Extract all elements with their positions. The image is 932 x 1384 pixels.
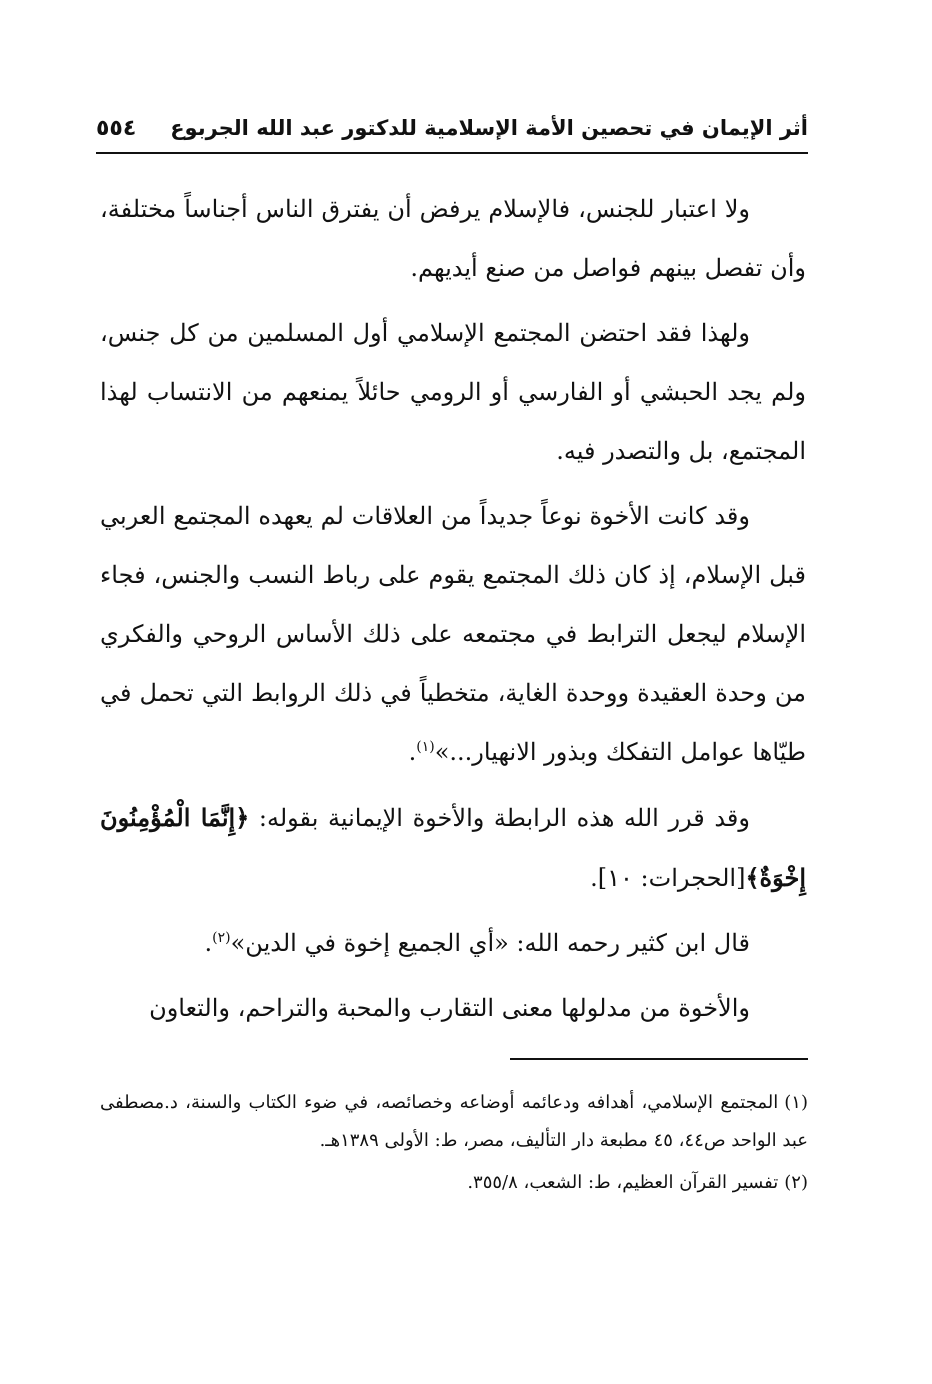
paragraph-6 (100, 979, 806, 1038)
paragraph-3 (100, 487, 806, 782)
paragraph-4 (100, 788, 806, 908)
paragraph-5-text: قال ابن كثير رحمه الله: «أي الجميع إخوة في الدين» (230, 929, 750, 957)
page-number: ٥٥٤ (96, 115, 137, 141)
footnote-1-text: المجتمع الإسلامي، أهدافه ودعائمه أوضاعه وخصائصه، في ضوء الكتاب والسنة، د.مصطفى عبد الواحد ص٤٤، ٤٥ مطبعة دار التأليف، مصر، ط: الأولى ١٣٨٩هـ. (100, 1092, 808, 1151)
quran-verse: ﴿إِنَّمَا الْمُؤْمِنُونَ إِخْوَةٌ﴾ (100, 803, 806, 892)
footnote-2 (100, 1164, 808, 1202)
paragraph-2-text: ولهذا فقد احتضن المجتمع الإسلامي أول المسلمين من كل جنس، ولم يجد الحبشي أو الفارسي أو الرومي حائلاً يمنعهم من الانتساب لهذا المجتمع، بل والتصدر فيه. (100, 319, 806, 465)
header-rule (96, 152, 808, 154)
footnote-1 (100, 1084, 808, 1160)
footnotes (100, 1084, 808, 1206)
verse-citation: [الحجرات: ١٠]. (590, 864, 746, 892)
running-header (96, 108, 808, 148)
footnote-1-number: (١) (784, 1092, 808, 1113)
paragraph-6-text: والأخوة من مدلولها معنى التقارب والمحبة والتراحم، والتعاون (149, 994, 750, 1022)
paragraph-5 (100, 914, 806, 973)
footnote-ref-2[interactable]: (٢) (212, 930, 231, 946)
footnote-separator (510, 1058, 808, 1060)
paragraph-3-text: وقد كانت الأخوة نوعاً جديداً من العلاقات لم يعهده المجتمع العربي قبل الإسلام، إذ كان ذلك المجتمع يقوم على رباط النسب والجنس، فجاء الإسلام ليجعل الترابط في مجتمعه على ذلك الأساس الروحي والفكري من وحدة العقيدة ووحدة الغاية، متخطياً في ذلك الروابط التي تحمل في طيّاها عوامل التفكك وبذور الانهيار...» (100, 502, 806, 766)
paragraph-1-text: ولا اعتبار للجنس، فالإسلام يرفض أن يفترق الناس أجناساً مختلفة، وأن تفصل بينهم فواصل من صنع أيديهم. (100, 195, 806, 282)
footnote-2-text: تفسير القرآن العظيم، ط: الشعب، ٣٥٥/٨. (467, 1172, 779, 1193)
paragraph-5-end: . (204, 929, 213, 957)
paragraph-2 (100, 304, 806, 481)
paragraph-1 (100, 180, 806, 298)
header-title: أثر الإيمان في تحصين الأمة الإسلامية للدكتور عبد الله الجربوع (170, 116, 808, 140)
paragraph-4-text-before: وقد قرر الله هذه الرابطة والأخوة الإيمانية بقوله: (249, 804, 750, 832)
body-text (100, 180, 806, 1044)
footnote-2-number: (٢) (784, 1172, 808, 1193)
paragraph-3-end: . (408, 738, 417, 766)
footnote-ref-1[interactable]: (١) (416, 739, 435, 755)
